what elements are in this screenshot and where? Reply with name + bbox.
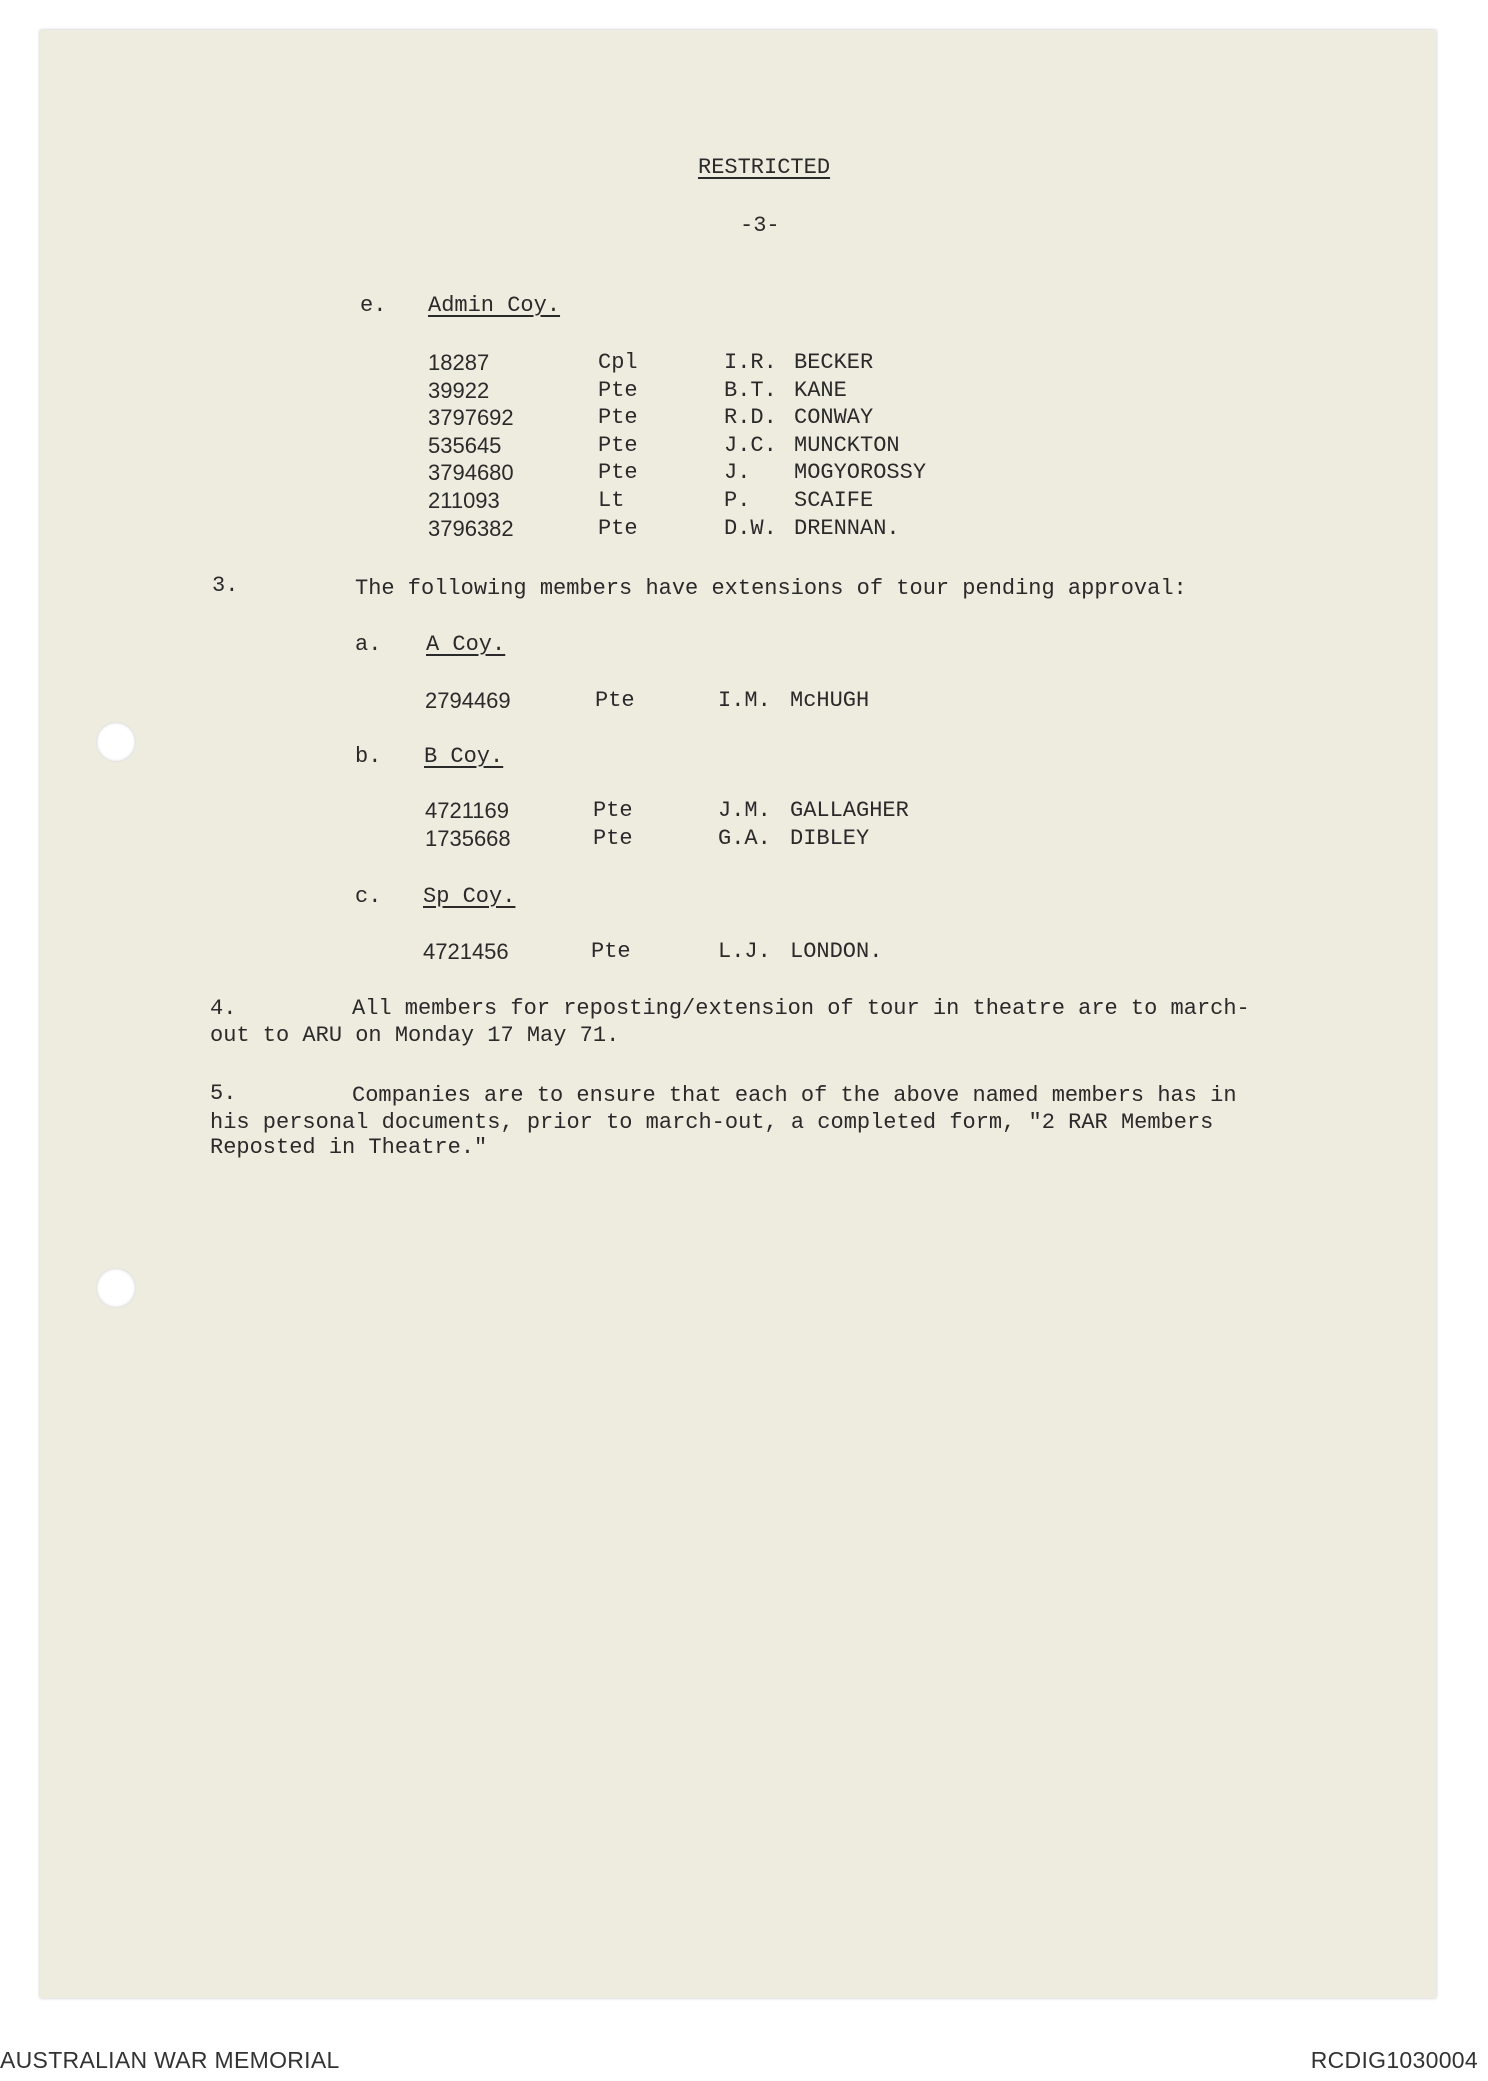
group-letter: a. [355,632,382,657]
group-letter: c. [355,884,382,909]
initials: P. [724,488,751,513]
paragraph-line: out to ARU on Monday 17 May 71. [210,1023,620,1048]
paragraph-line: All members for reposting/extension of tour in theatre are to march- [352,996,1250,1021]
rank: Pte [598,460,638,486]
service-number: 4721456 [423,939,509,964]
surname: DIBLEY [790,825,870,851]
footer-reference: RCDIG1030004 [1310,2047,1478,2073]
initials: I.R. [724,350,777,375]
surname: DRENNAN. [794,515,900,541]
service-number: 3797692 [428,405,514,431]
paragraph-number: 3. [212,573,239,598]
initials: L.J. [718,939,771,964]
rank: Pte [591,939,631,964]
punch-hole [96,1268,136,1308]
initials: D.W. [724,515,777,541]
initials: J. [724,460,751,486]
rank: Pte [593,798,633,823]
paragraph-line: Companies are to ensure that each of the above named members has in [352,1083,1237,1108]
paragraph-number: 5. [210,1081,237,1106]
rank: Pte [595,688,635,713]
surname: BECKER [794,350,874,375]
surname: KANE [794,377,847,403]
classification-marking: RESTRICTED [698,155,831,180]
section-letter: e. [360,293,387,318]
rank: Pte [593,825,633,851]
initials: G.A. [718,825,771,851]
surname: MOGYOROSSY [794,460,927,486]
initials: B.T. [724,377,777,403]
paragraph-number: 4. [210,996,237,1021]
page-number: -3- [740,213,780,238]
rank: Lt [598,488,625,513]
service-number: 535645 [428,432,502,458]
footer-source: AUSTRALIAN WAR MEMORIAL [0,2047,340,2073]
initials: J.C. [724,432,777,458]
initials: J.M. [718,798,771,823]
initials: R.D. [724,405,777,431]
rank: Pte [598,405,638,431]
service-number: 4721169 [425,798,510,823]
punch-hole [96,722,136,762]
group-title: B Coy. [424,744,504,769]
surname: SCAIFE [794,488,874,513]
surname: LONDON. [790,939,883,964]
paragraph-line: Reposted in Theatre." [210,1135,488,1160]
paragraph-text: The following members have extensions of tour pending approval: [355,576,1187,601]
service-number: 3794680 [428,460,514,486]
group-title: Sp Coy. [423,884,516,909]
group-title: A Coy. [426,632,506,657]
paragraph-line: his personal documents, prior to march-out, a completed form, "2 RAR Members [210,1110,1214,1135]
service-number: 2794469 [425,688,511,713]
surname: CONWAY [794,405,874,431]
group-letter: b. [355,744,382,769]
rank: Pte [598,515,638,541]
service-number: 39922 [428,377,490,403]
surname: MUNCKTON [794,432,900,458]
section-title: Admin Coy. [428,293,561,318]
service-number: 211093 [428,488,500,513]
service-number: 1735668 [425,825,511,851]
rank: Pte [598,432,638,458]
service-number: 18287 [428,350,490,375]
service-number: 3796382 [428,515,514,541]
initials: I.M. [718,688,771,713]
rank: Cpl [598,350,638,375]
surname: GALLAGHER [790,798,909,823]
surname: McHUGH [790,688,870,713]
rank: Pte [598,377,638,403]
